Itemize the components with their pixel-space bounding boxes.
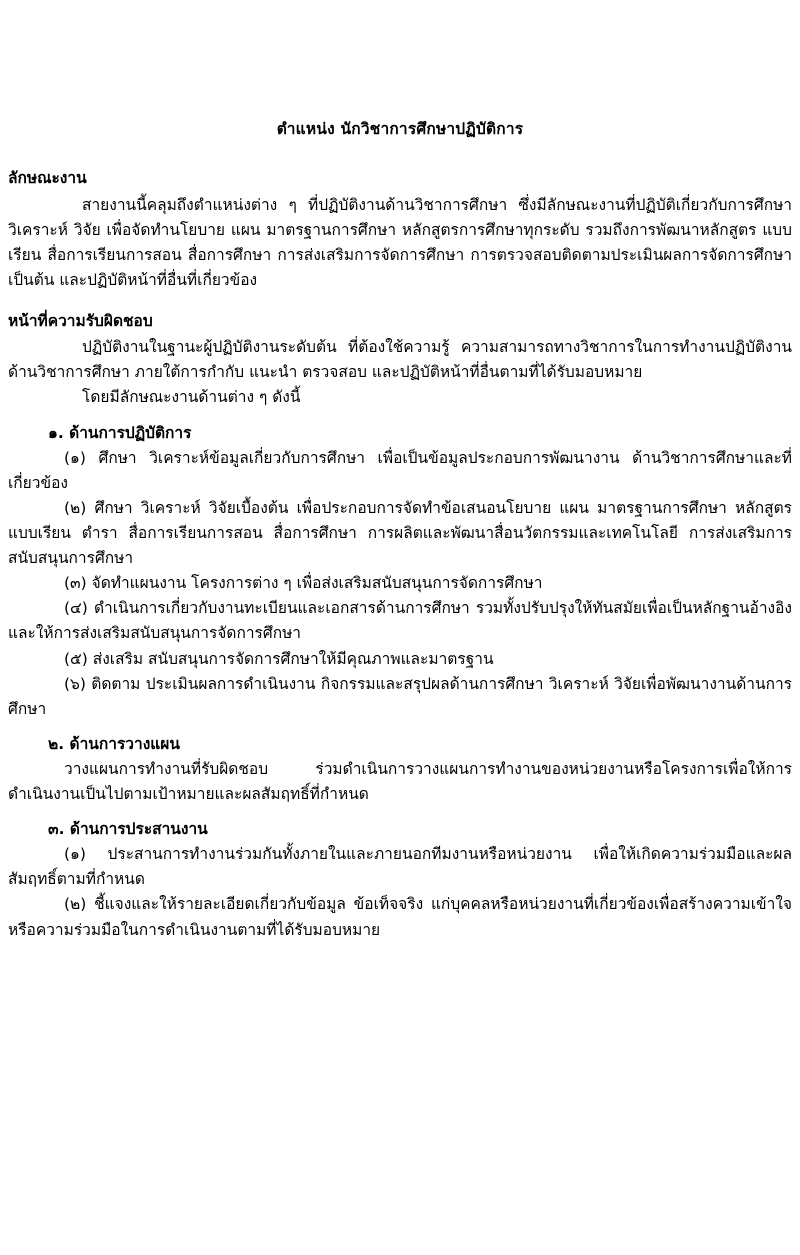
duty-item: (๕) ส่งเสริม สนับสนุนการจัดการศึกษาให้มีคุณภาพและมาตรฐาน bbox=[64, 649, 494, 668]
duty-item: (๒) ศึกษา วิเคราะห์ วิจัยเบื้องต้น เพื่อประกอบการจัดทำข้อเสนอนโยบาย แผน มาตรฐานการศึกษา หลักสูตร แบบเรียน ตำรา สื่อการเรียนการสอน สื่อการศึกษา การผลิตและพัฒนาสื่อนวัตกรรมและเทคโนโลยี การส่งเสริมการสนับสนุนการศึกษา bbox=[8, 498, 792, 568]
duty-group-planning bbox=[8, 732, 792, 807]
duty-item: (๓) จัดทำแผนงาน โครงการต่าง ๆ เพื่อส่งเสริมสนับสนุนการจัดการศึกษา bbox=[64, 574, 543, 593]
duty-group-operations bbox=[8, 421, 792, 722]
section-job-characteristics bbox=[8, 167, 792, 293]
page-title: ตำแหน่ง นักวิชาการศึกษาปฏิบัติการ bbox=[276, 120, 524, 138]
duty-group-heading: ๒. ด้านการวางแผน bbox=[48, 734, 180, 753]
section-paragraph: สายงานนี้คลุมถึงตำแหน่งต่าง ๆ ที่ปฏิบัติงานด้านวิชาการศึกษา ซึ่งมีลักษณะงานที่ปฏิบัติเกี่ยวกับการศึกษา วิเคราะห์ วิจัย เพื่อจัดทำนโยบาย แผน มาตรฐานการศึกษา หลักสูตรการศึกษาทุกระดับ รวมถึงการพัฒนาหลักสูตร แบบเรียน สื่อการเรียนการสอน สื่อการศึกษา การส่งเสริมการจัดการศึกษา การตรวจสอบติดตามประเมินผลการจัดการศึกษา เป็นต้น และปฏิบัติหน้าที่อื่นที่เกี่ยวข้อง bbox=[8, 195, 792, 289]
duty-item: (๑) ประสานการทำงานร่วมกันทั้งภายในและภายนอกทีมงานหรือหน่วยงาน เพื่อให้เกิดความร่วมมือและผลสัมฤทธิ์ตามที่กำหนด bbox=[8, 845, 792, 889]
duty-item: (๑) ศึกษา วิเคราะห์ข้อมูลเกี่ยวกับการศึกษา เพื่อเป็นข้อมูลประกอบการพัฒนางาน ด้านวิชาการศึกษาและที่เกี่ยวข้อง bbox=[8, 448, 792, 492]
duty-item: วางแผนการทำงานที่รับผิดชอบ ร่วมดำเนินการวางแผนการทำงานของหน่วยงานหรือโครงการเพื่อให้การดำเนินงานเป็นไปตามเป้าหมายและผลสัมฤทธิ์ที่กำหนด bbox=[8, 759, 792, 804]
duty-item: (๖) ติดตาม ประเมินผลการดำเนินงาน กิจกรรมและสรุปผลด้านการศึกษา วิเคราะห์ วิจัยเพื่อพัฒนางานด้านการศึกษา bbox=[8, 674, 792, 718]
section-heading: หน้าที่ความรับผิดชอบ bbox=[8, 311, 153, 330]
duty-item: (๒) ชี้แจงและให้รายละเอียดเกี่ยวกับข้อมูล ข้อเท็จจริง แก่บุคคลหรือหน่วยงานที่เกี่ยวข้องเพื่อสร้างความเข้าใจหรือความร่วมมือในการดำเนินงานตามที่ได้รับมอบหมาย bbox=[8, 895, 792, 939]
section-paragraph: โดยมีลักษณะงานด้านต่าง ๆ ดังนี้ bbox=[82, 388, 301, 407]
duty-group-coordination bbox=[8, 817, 792, 943]
section-heading: ลักษณะงาน bbox=[8, 169, 87, 188]
duty-group-heading: ๓. ด้านการประสานงาน bbox=[48, 820, 208, 839]
section-paragraph: ปฏิบัติงานในฐานะผู้ปฏิบัติงานระดับต้น ที่ต้องใช้ความรู้ ความสามารถทางวิชาการในการทำงานปฏิบัติงานด้านวิชาการศึกษา ภายใต้การกำกับ แนะนำ ตรวจสอบ และปฏิบัติหน้าที่อื่นตามที่ได้รับมอบหมาย bbox=[8, 338, 792, 382]
duty-group-heading: ๑. ด้านการปฏิบัติการ bbox=[48, 423, 192, 442]
duty-item: (๔) ดำเนินการเกี่ยวกับงานทะเบียนและเอกสารด้านการศึกษา รวมทั้งปรับปรุงให้ทันสมัยเพื่อเป็นหลักฐานอ้างอิงและให้การส่งเสริมสนับสนุนการจัดการศึกษา bbox=[8, 599, 792, 643]
section-responsibilities bbox=[8, 310, 792, 411]
